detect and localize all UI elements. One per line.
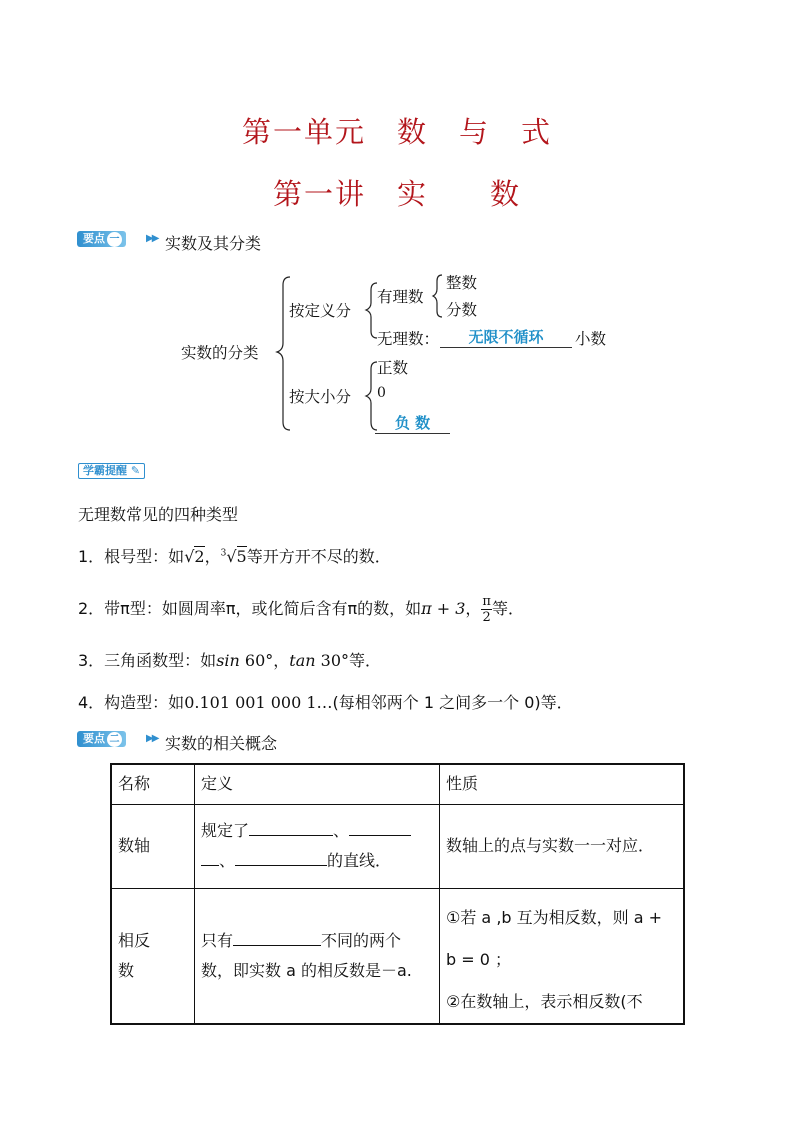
unit-title: 第一单元 数 与 式 — [241, 115, 552, 149]
point-heading-1: 实数及其分类 — [165, 234, 262, 253]
sqrt-expression: √2 — [184, 547, 205, 566]
separator: 、 — [333, 821, 350, 840]
blank — [233, 929, 321, 946]
angle-value: 60° — [244, 651, 274, 670]
lecture-title: 第一讲 实 数 — [272, 177, 521, 211]
point-heading-2: 实数的相关概念 — [165, 734, 278, 753]
item-text: 3．三角函数型：如 — [78, 651, 217, 670]
item-text: (每相邻两个 1 之间多一个 0)等． — [332, 693, 573, 712]
definition-text: 数，即实数 a 的相反数是－a. — [201, 960, 412, 980]
root-index: 3 — [220, 548, 227, 559]
definition-text: 不同的两个 — [321, 930, 402, 950]
item-text: 2．带π型：如圆周率π，或化简后含有π的数，如 — [78, 599, 422, 618]
concept-definition — [195, 804, 440, 888]
tip-badge — [78, 463, 145, 479]
blank — [349, 819, 411, 836]
fraction-label: 分数 — [446, 301, 478, 319]
function-name: tan — [289, 651, 316, 670]
point-badge-number: 二 — [107, 732, 122, 747]
rational-label: 有理数 — [377, 288, 424, 306]
tip-badge-label: 学霸提醒 — [83, 464, 127, 477]
point-badge-number: 一 — [107, 232, 122, 247]
pencil-icon: ✎ — [130, 464, 141, 477]
concept-name-line: 数 — [118, 960, 135, 980]
blank — [249, 819, 333, 836]
tip-item-1 — [78, 544, 391, 567]
arrow-right-icon: ▶▶ — [146, 733, 158, 744]
table-header-row — [111, 764, 684, 804]
item-text: 等． — [491, 599, 524, 618]
irrational-label: 无理数： — [377, 330, 440, 348]
definition-text: 只有 — [201, 930, 234, 950]
tip-item-3 — [78, 648, 381, 671]
item-text: 等． — [349, 651, 382, 670]
point-badge-2 — [77, 731, 126, 747]
fraction-denominator: 2 — [482, 610, 491, 625]
zero-label: 0 — [377, 385, 386, 401]
item-text: 1．根号型：如 — [78, 547, 185, 566]
arrow-right-icon: ▶▶ — [146, 233, 158, 244]
decimal-suffix: 小数 — [575, 330, 607, 348]
table-row — [111, 888, 684, 1024]
pi-expression: π + 3 — [421, 599, 466, 618]
irrational-fill-answer: 无限不循环 — [440, 327, 572, 348]
header-property: 性质 — [440, 764, 685, 804]
property-line: ①若 a ,b 互为相反数，则 a + — [446, 907, 663, 927]
function-name: sin — [216, 651, 240, 670]
point-badge-label: 要点 — [83, 232, 105, 245]
fraction — [481, 594, 492, 625]
integer-label: 整数 — [446, 274, 478, 292]
by-size-label: 按大小分 — [289, 388, 352, 406]
concept-name — [111, 888, 195, 1024]
negative-fill-answer: 负 数 — [375, 413, 450, 434]
concept-definition — [195, 888, 440, 1024]
header-definition: 定义 — [195, 764, 440, 804]
cuberoot-expression: $^3$√5 — [220, 547, 247, 566]
blank — [235, 849, 327, 866]
definition-text: 的直线． — [327, 851, 392, 870]
point-badge-label: 要点 — [83, 732, 105, 745]
concepts-table — [110, 763, 685, 1025]
separator: ， — [465, 599, 482, 618]
table-row — [111, 804, 684, 888]
rational-brace — [433, 275, 442, 317]
classification-root: 实数的分类 — [181, 344, 259, 362]
concept-name: 数轴 — [111, 804, 195, 888]
tip-item-2 — [78, 594, 524, 625]
definition-text: 规定了 — [201, 821, 250, 840]
radicand: 5 — [236, 547, 247, 566]
fraction-numerator: π — [482, 594, 491, 609]
constructed-number: 0.101 001 000 1… — [184, 693, 333, 712]
header-name: 名称 — [111, 764, 195, 804]
property-line: b = 0 ； — [446, 949, 512, 969]
concept-property — [440, 888, 685, 1024]
tip-item-4 — [78, 690, 573, 713]
item-text: 4．构造型：如 — [78, 693, 185, 712]
separator: ， — [204, 547, 221, 566]
positive-label: 正数 — [377, 359, 409, 377]
concept-name-line: 相反 — [118, 930, 151, 950]
separator: 、 — [219, 851, 236, 870]
item-text: 等开方开不尽的数． — [246, 547, 391, 566]
angle-value: 30° — [320, 651, 350, 670]
property-line: ②在数轴上，表示相反数(不 — [446, 991, 643, 1011]
definition-brace — [366, 283, 377, 338]
separator: ， — [273, 651, 290, 670]
blank — [201, 849, 219, 866]
by-definition-label: 按定义分 — [289, 302, 352, 320]
concept-property: 数轴上的点与实数一一对应． — [440, 804, 685, 888]
tip-title: 无理数常见的四种类型 — [78, 505, 239, 524]
radicand: 2 — [194, 547, 205, 566]
